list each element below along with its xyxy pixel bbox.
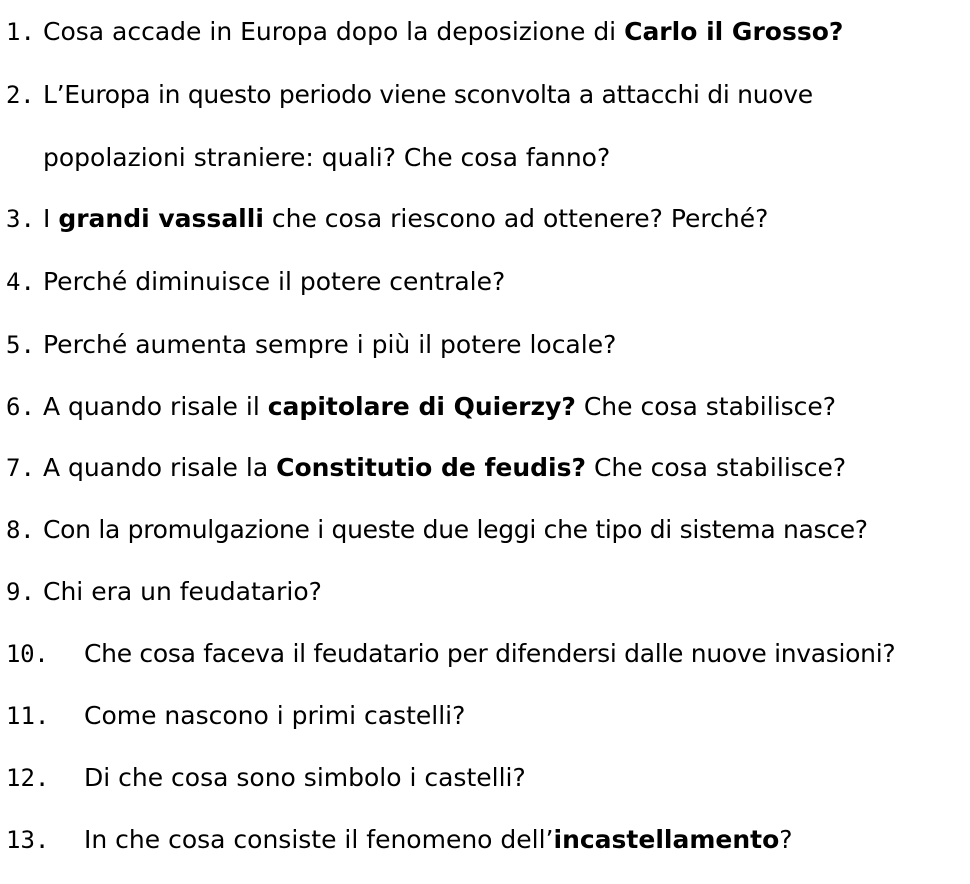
question-7 <box>6 448 846 488</box>
question-12 <box>6 758 526 798</box>
question-text: Cosa accade in Europa dopo la deposizione di <box>43 17 625 46</box>
question-text: Con la promulgazione i queste due leggi che tipo di sistema nasce? <box>43 515 868 544</box>
question-text: Chi era un feudatario? <box>43 577 322 606</box>
question-11 <box>6 696 465 736</box>
question-text: A quando risale il <box>43 392 268 421</box>
question-number: 1. <box>6 18 35 46</box>
question-text: I <box>43 204 59 233</box>
question-text: Perché aumenta sempre i più il potere locale? <box>43 330 617 359</box>
question-6 <box>6 387 836 427</box>
question-text: Che cosa stabilisce? <box>575 392 837 421</box>
question-text: Perché diminuisce il potere centrale? <box>43 267 506 296</box>
question-13 <box>6 820 793 860</box>
question-9 <box>6 572 322 612</box>
question-number: 7. <box>6 454 35 482</box>
question-text-bold: Constitutio de feudis? <box>276 453 586 482</box>
question-number: 2. <box>6 81 35 109</box>
question-text: Che cosa faceva il feudatario per difendersi dalle nuove invasioni? <box>84 639 896 668</box>
question-text: Di che cosa sono simbolo i castelli? <box>84 763 526 792</box>
question-number: 5. <box>6 331 35 359</box>
question-number: 3. <box>6 205 35 233</box>
question-text: Che cosa stabilisce? <box>586 453 847 482</box>
question-2-continuation <box>43 138 610 178</box>
question-text-bold: grandi vassalli <box>58 204 264 233</box>
question-10 <box>6 634 895 674</box>
question-number: 11. <box>6 702 50 730</box>
question-8 <box>6 510 868 550</box>
question-text-bold: Carlo il Grosso? <box>624 17 844 46</box>
question-number: 13. <box>6 826 50 854</box>
question-text: ? <box>779 825 793 854</box>
question-text-bold: incastellamento <box>553 825 780 854</box>
question-number: 9. <box>6 578 35 606</box>
question-5 <box>6 325 616 365</box>
question-number: 10. <box>6 640 49 668</box>
question-text: L’Europa in questo periodo viene sconvolta a attacchi di nuove <box>43 80 813 109</box>
question-text: In che cosa consiste il fenomeno dell’ <box>84 825 554 854</box>
question-number: 8. <box>6 516 35 544</box>
question-text: A quando risale la <box>43 453 277 482</box>
question-text: che cosa riescono ad ottenere? Perché? <box>263 204 769 233</box>
question-3 <box>6 199 768 239</box>
question-text: Come nascono i primi castelli? <box>84 701 466 730</box>
question-4 <box>6 262 505 302</box>
question-number: 12. <box>6 764 50 792</box>
question-number: 4. <box>6 268 35 296</box>
question-number: 6. <box>6 393 35 421</box>
question-1 <box>6 12 843 52</box>
question-text-bold: capitolare di Quierzy? <box>267 392 576 421</box>
question-text: popolazioni straniere: quali? Che cosa fanno? <box>43 143 611 172</box>
question-2 <box>6 75 813 115</box>
